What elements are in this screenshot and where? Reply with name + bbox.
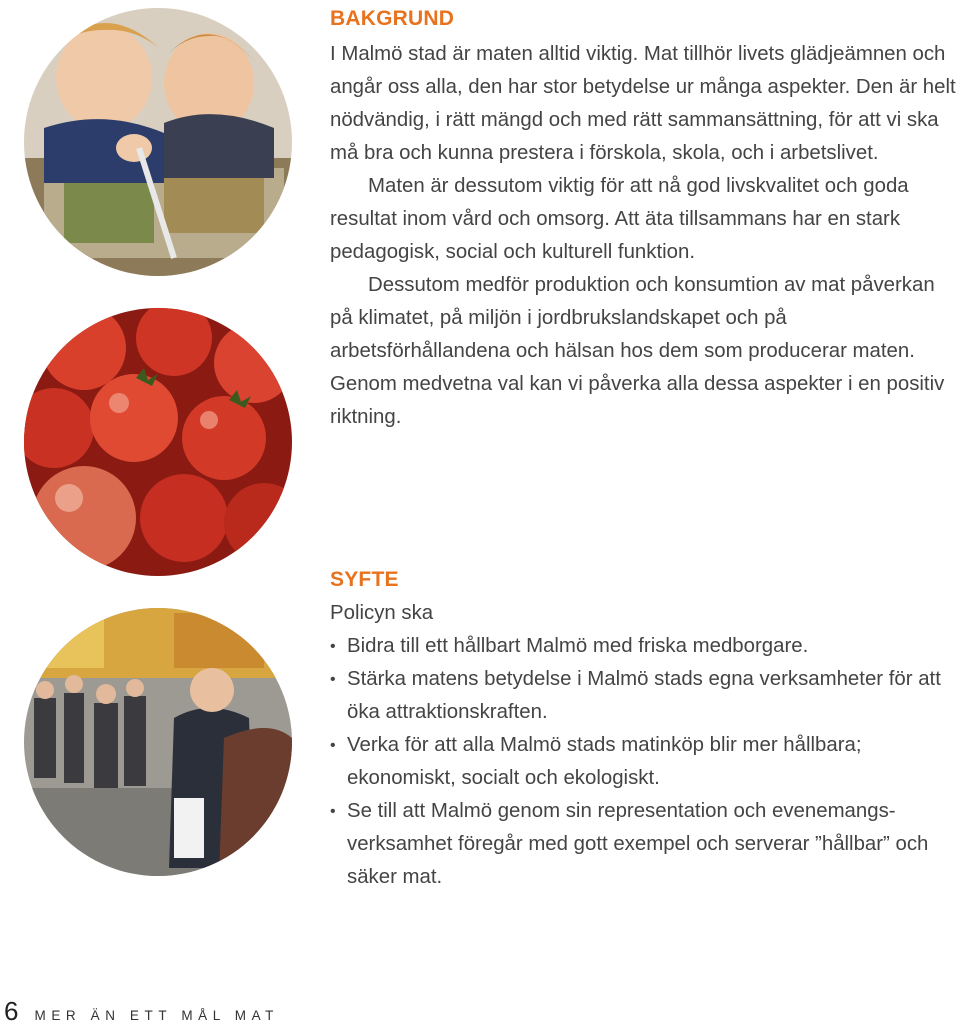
children-photo-illustration bbox=[24, 8, 292, 276]
bakgrund-paragraph-2: Maten är dessutom viktig för att nå god livskvalitet och goda resultat inom vård och omsorg. Att äta tillsammans har en stark pedagogisk, social och kulturell funktion. bbox=[330, 175, 909, 263]
list-item bbox=[330, 795, 958, 894]
running-title: MER ÄN ETT MÅL MAT bbox=[34, 1008, 280, 1023]
bakgrund-paragraph-3: Dessutom medför produktion och konsumtion av mat påverkan på klimatet, på miljön i jordbrukslandskapet och på arbetsförhållandena och hälsan hos dem som producerar maten. Genom medvetna val kan vi påverka alla dessa aspekter i en positiv riktning. bbox=[330, 274, 945, 428]
tomatoes-photo-illustration bbox=[24, 308, 292, 576]
syfte-heading: SYFTE bbox=[330, 568, 399, 591]
syfte-bullet-list bbox=[330, 630, 958, 894]
bullet-text: Se till att Malmö genom sin representation och evenemangsverksamhet föregår med gott exempel och serverar ”hållbar” och säker mat. bbox=[347, 800, 929, 888]
market-crowd-photo bbox=[24, 608, 292, 876]
bullet-dot-icon: • bbox=[330, 638, 336, 655]
market-photo-illustration bbox=[24, 608, 292, 876]
bullet-dot-icon: • bbox=[330, 737, 336, 754]
bullet-dot-icon: • bbox=[330, 803, 336, 820]
bullet-text: Verka för att alla Malmö stads matinköp blir mer hållbara; ekonomiskt, socialt och ekologiskt. bbox=[347, 734, 862, 789]
section-bakgrund bbox=[330, 6, 958, 434]
bakgrund-paragraph-1: I Malmö stad är maten alltid viktig. Mat tillhör livets glädjeämnen och angår oss alla, den har stor betydelse ur många aspekter. Den är helt nödvändig, i rätt mängd och med rätt sammansättning, för att vi ska må bra och kunna prestera i förskola, skola, och i arbetslivet. bbox=[330, 43, 956, 164]
syfte-intro: Policyn ska bbox=[330, 602, 434, 624]
page-footer bbox=[4, 996, 279, 1026]
list-item bbox=[330, 729, 958, 795]
list-item bbox=[330, 663, 958, 729]
children-serving-food-photo bbox=[24, 8, 292, 276]
page-number: 6 bbox=[4, 996, 19, 1026]
bullet-text: Bidra till ett hållbart Malmö med friska medborgare. bbox=[347, 635, 809, 657]
bakgrund-heading: BAKGRUND bbox=[330, 7, 455, 30]
bullet-text: Stärka matens betydelse i Malmö stads egna verksamheter för att öka attraktionskraften. bbox=[347, 668, 941, 723]
section-syfte bbox=[330, 567, 958, 894]
bullet-dot-icon: • bbox=[330, 671, 336, 688]
tomatoes-photo bbox=[24, 308, 292, 576]
list-item bbox=[330, 630, 958, 663]
